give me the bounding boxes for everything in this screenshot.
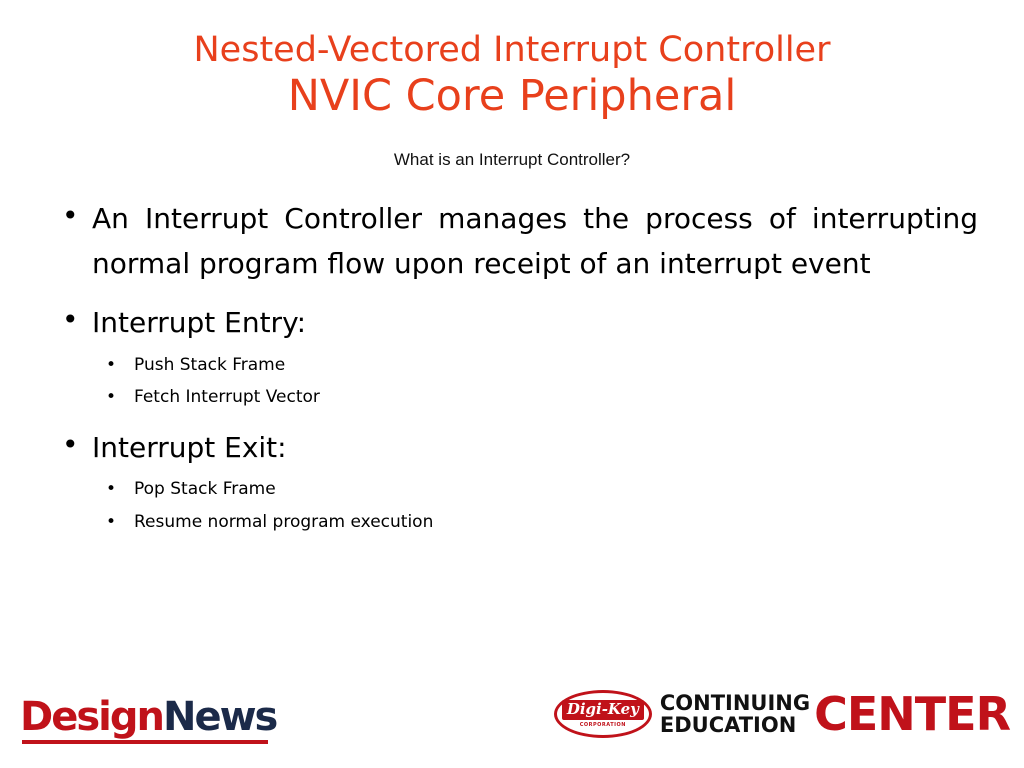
- bullet-icon: •: [62, 427, 79, 461]
- list-item: [62, 477, 978, 503]
- list-item-label: Fetch Interrupt Vector: [134, 387, 320, 408]
- design-news-logo: [20, 694, 276, 740]
- digikey-logo: [554, 690, 652, 738]
- list-item: [62, 196, 978, 287]
- sub-bullet-icon: •: [106, 479, 117, 500]
- cec-word-education: EDUCATION: [659, 713, 797, 737]
- list-item-label: Interrupt Exit:: [92, 430, 287, 464]
- sub-bullet-icon: •: [106, 511, 117, 532]
- list-item: [62, 385, 978, 411]
- list-item-label: Pop Stack Frame: [134, 479, 276, 500]
- slide-body: [0, 196, 1024, 535]
- list-item: [62, 510, 978, 536]
- list-item-label: Interrupt Entry:: [92, 306, 307, 340]
- cec-wordmark: [660, 692, 810, 736]
- sub-bullet-icon: •: [106, 387, 117, 408]
- cec-word-continuing: CONTINUING: [659, 690, 811, 715]
- bullet-icon: •: [62, 198, 79, 232]
- list-item: [62, 425, 978, 470]
- list-item-label: Push Stack Frame: [134, 354, 286, 375]
- list-item: [62, 300, 978, 345]
- list-item-label: An Interrupt Controller manages the process of interrupting normal program flow upon receipt of an interrupt event: [92, 201, 978, 281]
- design-news-logo-underline: [22, 740, 268, 744]
- design-news-logo-part2: News: [162, 694, 277, 740]
- list-item: [62, 353, 978, 379]
- bullet-icon: •: [62, 303, 79, 337]
- continuing-education-center-logo: [554, 686, 1010, 742]
- design-news-logo-part1: Design: [20, 694, 163, 740]
- slide-subtitle: What is an Interrupt Controller?: [393, 149, 631, 169]
- slide-footer: [0, 680, 1024, 750]
- digikey-logo-text: Digi-Key: [562, 700, 644, 720]
- slide-title-block: [0, 0, 1024, 122]
- page-title-line2: NVIC Core Peripheral: [287, 71, 737, 122]
- digikey-logo-subtext: CORPORATION: [579, 722, 626, 728]
- cec-word-center: CENTER: [814, 687, 1010, 741]
- list-item-label: Resume normal program execution: [134, 511, 434, 532]
- page-title-line1: Nested-Vectored Interrupt Controller: [193, 30, 831, 70]
- sub-bullet-icon: •: [106, 354, 117, 375]
